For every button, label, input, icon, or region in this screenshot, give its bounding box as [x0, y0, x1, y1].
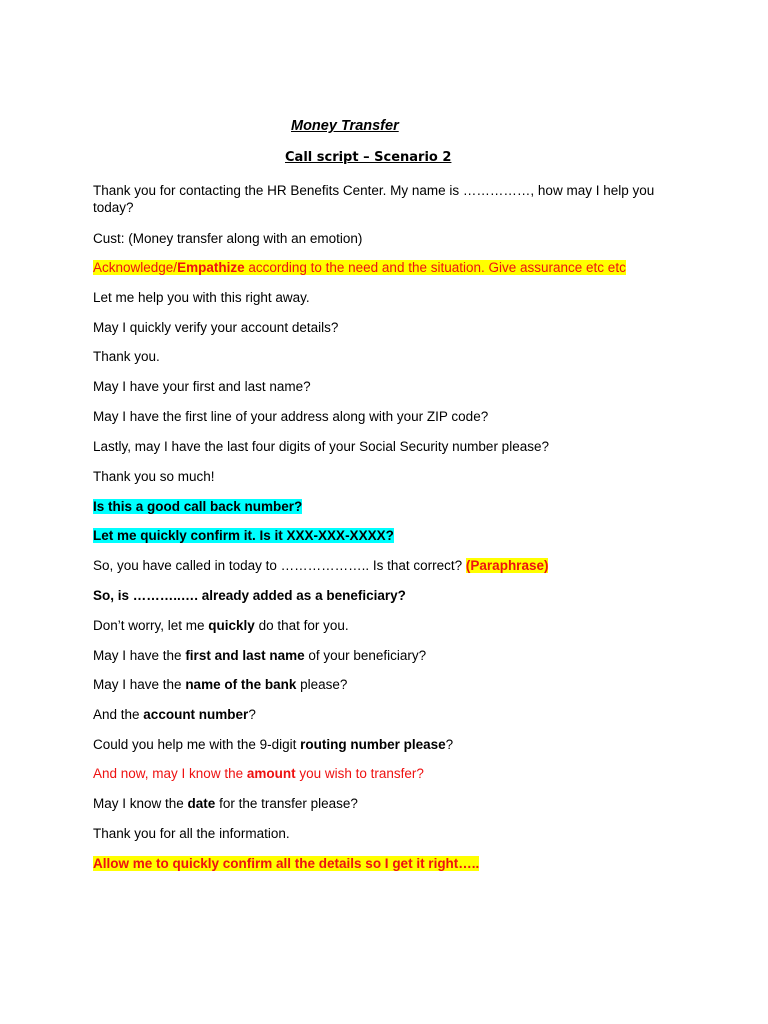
acknowledge-prefix: Acknowledge/: [93, 260, 178, 275]
routing-line: [93, 736, 453, 753]
routing-b: routing number please: [300, 737, 446, 752]
beneficiary-check-text: So, is ………..…. already added as a beneficiary?: [93, 588, 406, 603]
dont-worry-c: do that for you.: [254, 618, 349, 633]
routing-a: Could you help me with the 9-digit: [93, 737, 301, 752]
paraphrase-tag: (Paraphrase): [465, 558, 549, 573]
account-number-line: [93, 706, 256, 723]
amount-line: [93, 765, 424, 782]
beneficiary-check-line: [93, 587, 406, 604]
callback-highlight: Is this a good call back number?: [93, 499, 303, 514]
dont-worry-a: Don’t worry, let me: [93, 618, 209, 633]
customer-line: Cust: (Money transfer along with an emotion): [93, 231, 363, 246]
paraphrase-text: So, you have called in today to ……………….. Is that correct?: [93, 558, 466, 573]
address-line: May I have the first line of your address along with your ZIP code?: [93, 409, 489, 424]
bank-name-a: May I have the: [93, 677, 186, 692]
dont-worry-b: quickly: [208, 618, 255, 633]
intro-paragraph: Thank you for contacting the HR Benefits Center. My name is ……………, how may I help you today?: [93, 183, 655, 215]
acknowledge-empathize: Empathize: [177, 260, 245, 275]
document-title: Money Transfer: [291, 118, 399, 134]
beneficiary-name-line: [93, 647, 426, 664]
beneficiary-name-c: of your beneficiary?: [304, 648, 427, 663]
callback-line: [93, 498, 302, 515]
account-number-c: ?: [248, 707, 256, 722]
routing-c: ?: [445, 737, 454, 752]
date-line: [93, 795, 358, 812]
dont-worry-line: [93, 617, 349, 634]
paraphrase-line: [93, 557, 548, 574]
document-subtitle: Call script – Scenario 2: [285, 150, 452, 165]
first-last-name-line: May I have your first and last name?: [93, 379, 311, 394]
verify-line: May I quickly verify your account details?: [93, 320, 339, 335]
bank-name-b: name of the bank: [185, 677, 297, 692]
amount-b: amount: [246, 766, 296, 781]
thank-you-line: Thank you.: [93, 349, 160, 364]
amount-c: you wish to transfer?: [295, 766, 424, 781]
ssn-line: Lastly, may I have the last four digits of your Social Security number please?: [93, 439, 549, 454]
confirm-number-highlight: Let me quickly confirm it. Is it XXX-XXX-XXXX?: [93, 528, 394, 543]
account-number-a: And the: [93, 707, 144, 722]
thank-you-much-line: Thank you so much!: [93, 469, 215, 484]
acknowledge-line: [93, 259, 626, 276]
date-a: May I know the: [93, 796, 188, 811]
confirm-number-line: [93, 527, 394, 544]
acknowledge-highlight: [93, 260, 626, 275]
beneficiary-name-b: first and last name: [185, 648, 305, 663]
confirm-all-line: [93, 855, 479, 872]
bank-name-line: [93, 676, 347, 693]
bank-name-c: please?: [296, 677, 348, 692]
account-number-b: account number: [143, 707, 249, 722]
acknowledge-rest: according to the need and the situation. Give assurance etc etc: [244, 260, 626, 275]
date-c: for the transfer please?: [215, 796, 358, 811]
confirm-all-highlight: Allow me to quickly confirm all the details so I get it right…..: [93, 856, 480, 871]
thanks-info-line: Thank you for all the information.: [93, 826, 290, 841]
date-b: date: [187, 796, 216, 811]
amount-a: And now, may I know the: [93, 766, 247, 781]
help-line: Let me help you with this right away.: [93, 290, 310, 305]
beneficiary-name-a: May I have the: [93, 648, 186, 663]
